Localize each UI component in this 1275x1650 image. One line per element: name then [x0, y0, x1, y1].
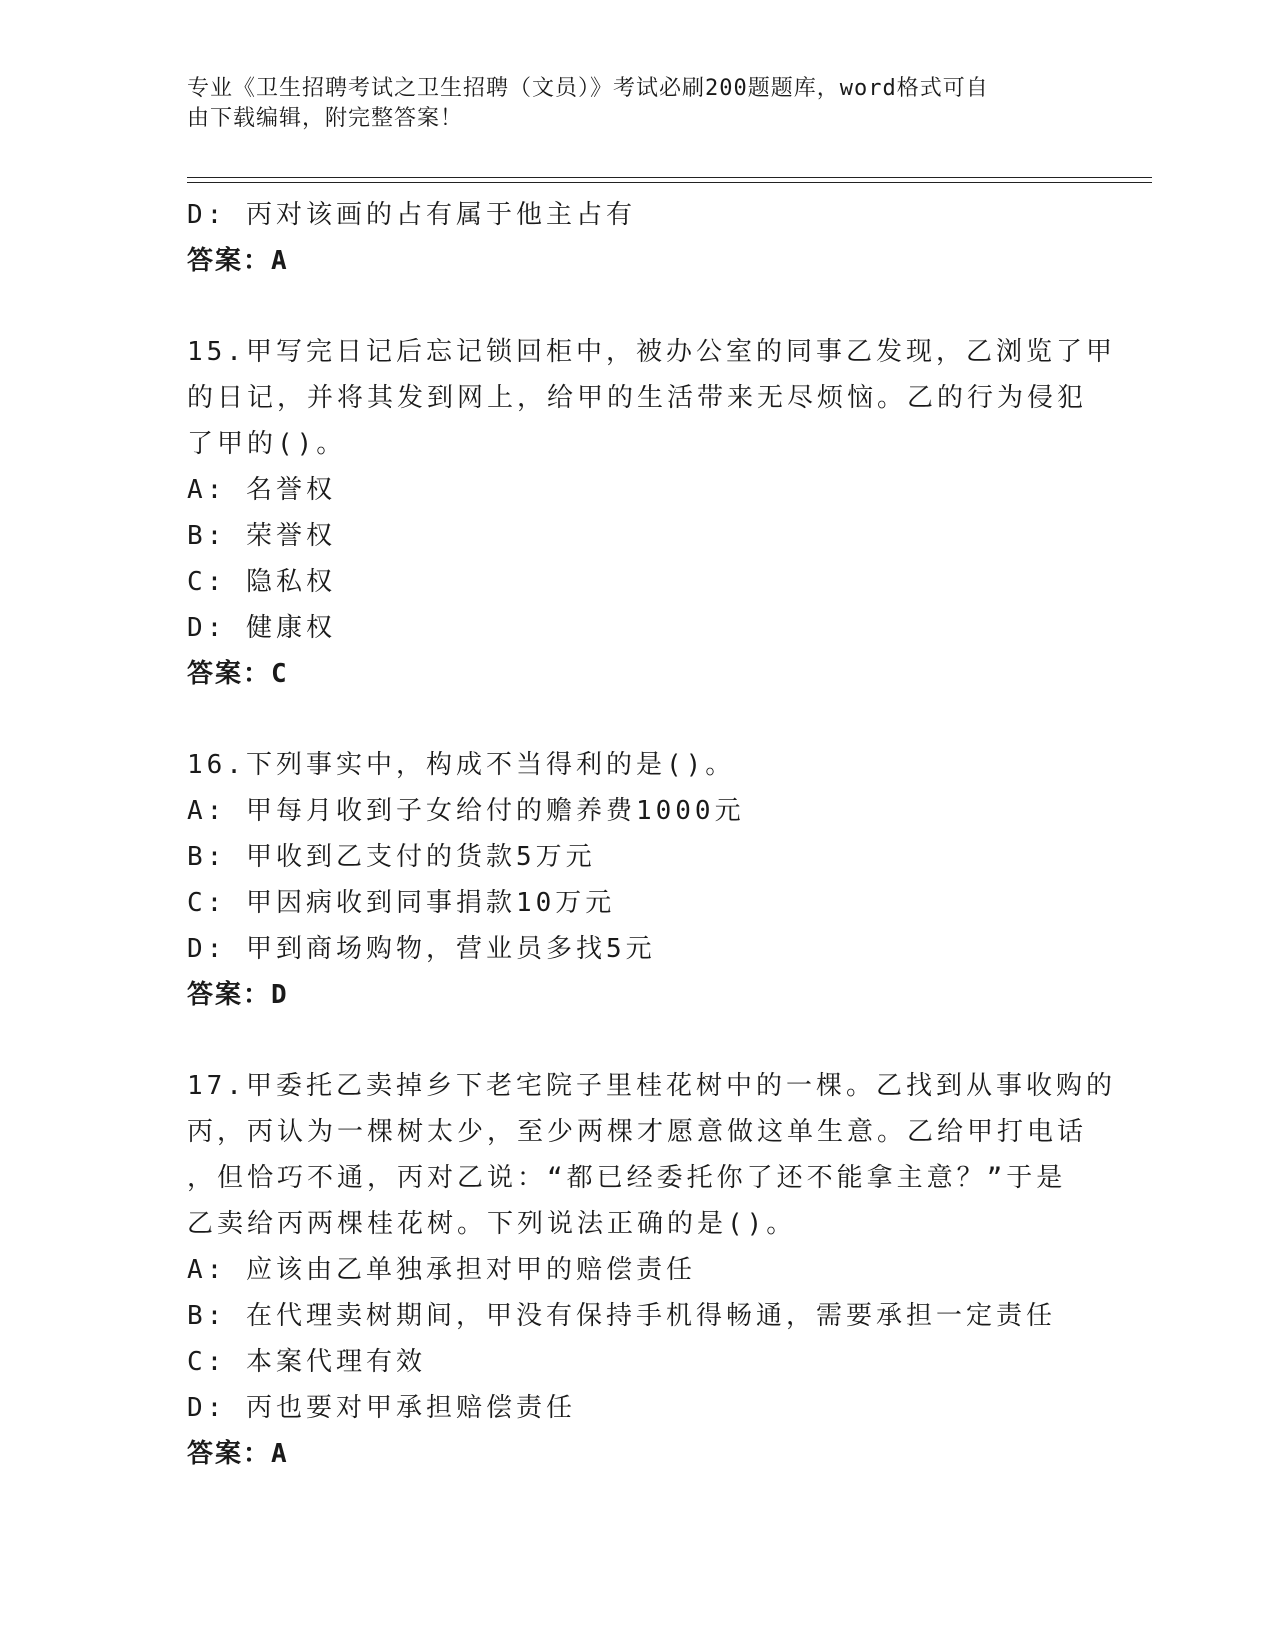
option-b: B: 甲收到乙支付的货款5万元: [187, 842, 596, 872]
option-c: C: 甲因病收到同事捐款10万元: [187, 888, 616, 918]
stem-line: 17.甲委托乙卖掉乡下老宅院子里桂花树中的一棵。乙找到从事收购的: [187, 1071, 1116, 1101]
stem-line: 15.甲写完日记后忘记锁回柜中，被办公室的同事乙发现，乙浏览了甲: [187, 337, 1116, 367]
option-b: B: 荣誉权: [187, 521, 336, 551]
document-header: [187, 74, 1067, 134]
header-line-1: 专业《卫生招聘考试之卫生招聘（文员）》考试必刷200题题库，word格式可自: [187, 76, 989, 101]
question-stem: [187, 1063, 1116, 1247]
answer: 答案：A: [187, 1439, 289, 1469]
question-16: [187, 742, 1087, 1018]
stem-line: 的日记，并将其发到网上，给甲的生活带来无尽烦恼。乙的行为侵犯: [187, 383, 1088, 413]
option-c: C: 本案代理有效: [187, 1347, 426, 1377]
previous-question-tail: [187, 192, 1087, 284]
stem-line: 了甲的()。: [187, 429, 347, 459]
option-a: A: 甲每月收到子女给付的赡养费1000元: [187, 796, 745, 826]
option-d: D: 丙对该画的占有属于他主占有: [187, 200, 636, 230]
option-c: C: 隐私权: [187, 567, 336, 597]
question-stem: [187, 742, 1087, 788]
question-content: [187, 192, 1116, 1477]
header-rule-bottom: [187, 182, 1152, 183]
stem-line: ，但恰巧不通，丙对乙说：“都已经委托你了还不能拿主意？”于是: [187, 1163, 1067, 1193]
answer: 答案：C: [187, 659, 289, 689]
stem-line: 丙，丙认为一棵树太少，至少两棵才愿意做这单生意。乙给甲打电话: [187, 1117, 1088, 1147]
option-d: D: 甲到商场购物，营业员多找5元: [187, 934, 656, 964]
option-a: A: 名誉权: [187, 475, 336, 505]
stem-line: 16.下列事实中，构成不当得利的是()。: [187, 750, 736, 780]
option-d: D: 丙也要对甲承担赔偿责任: [187, 1393, 576, 1423]
header-rule-top: [187, 177, 1152, 178]
option-b: B: 在代理卖树期间，甲没有保持手机得畅通，需要承担一定责任: [187, 1301, 1056, 1331]
option-a: A: 应该由乙单独承担对甲的赔偿责任: [187, 1255, 696, 1285]
option-d: D: 健康权: [187, 613, 336, 643]
header-line-2: 由下载编辑，附完整答案！: [187, 106, 464, 131]
stem-line: 乙卖给丙两棵桂花树。下列说法正确的是()。: [187, 1209, 797, 1239]
answer: 答案：A: [187, 246, 289, 276]
answer: 答案：D: [187, 980, 289, 1010]
question-17: [187, 1063, 1116, 1477]
question-stem: [187, 329, 1116, 467]
question-15: [187, 329, 1116, 697]
